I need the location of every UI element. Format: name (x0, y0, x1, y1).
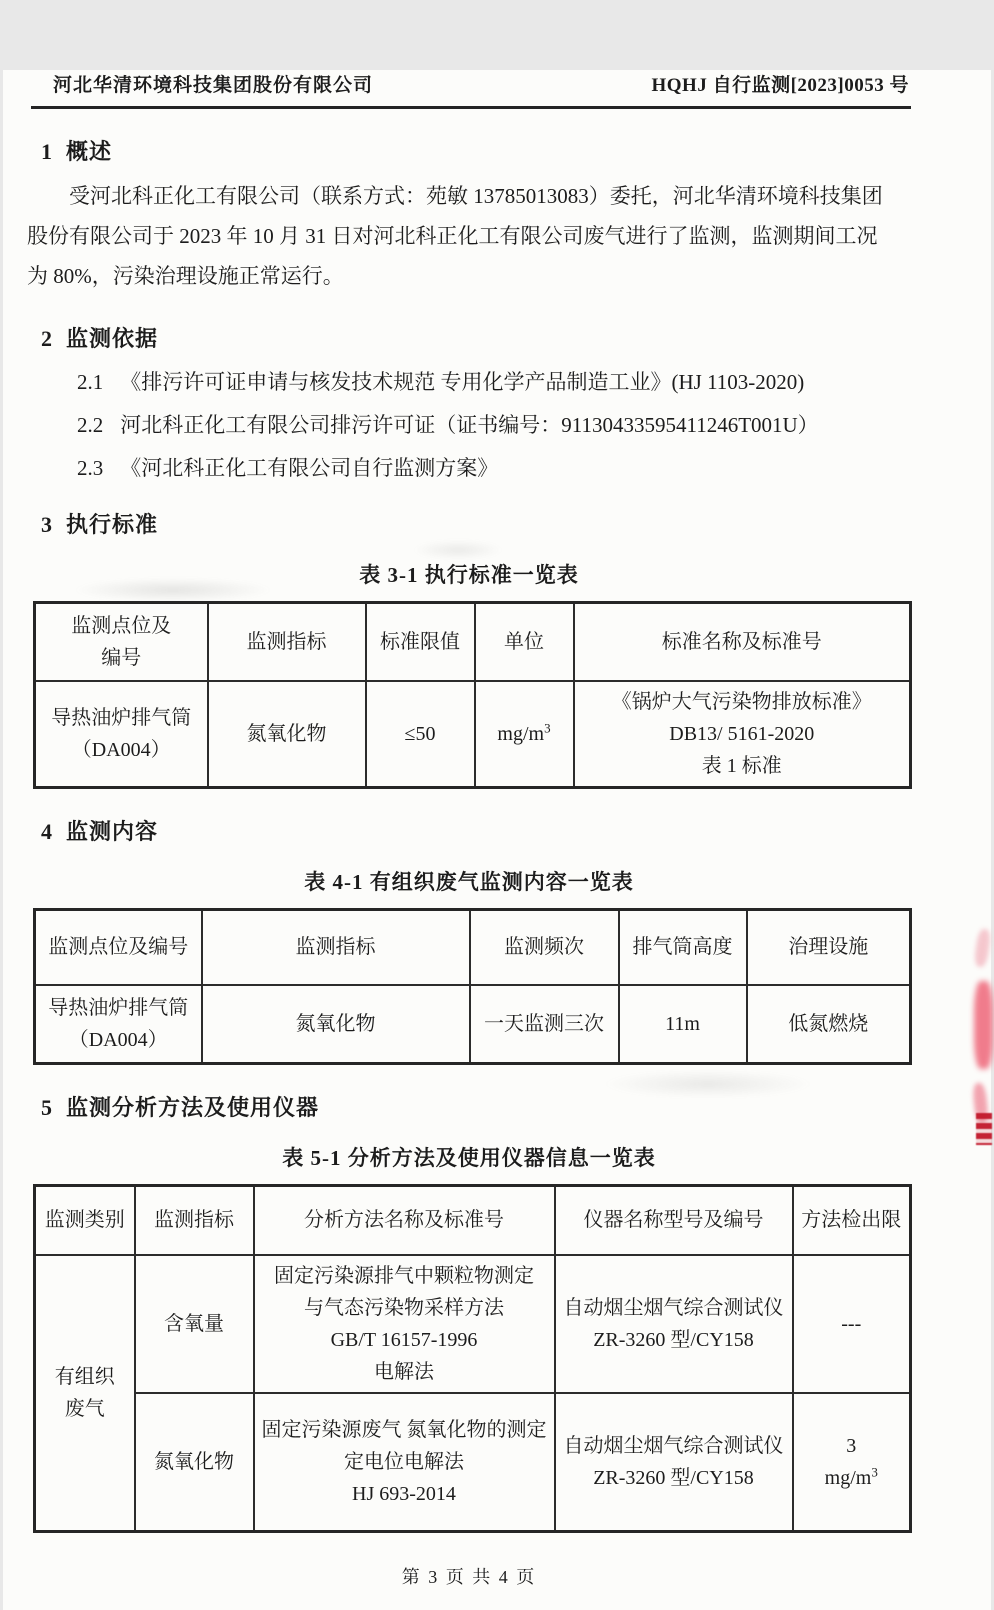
cell-limit: ≤50 (366, 681, 475, 788)
section-3-title: 执行标准 (66, 512, 159, 537)
header-cell-indicator: 监测指标 (135, 1185, 254, 1255)
header-cell-frequency: 监测频次 (470, 909, 619, 985)
section-5-title: 监测分析方法及使用仪器 (66, 1094, 320, 1120)
cell-indicator: 含氧量 (135, 1255, 254, 1393)
section-2-title: 监测依据 (66, 326, 159, 351)
section-5-number: 5 (41, 1094, 53, 1120)
cell-standard: 《锅炉大气污染物排放标准》 DB13/ 5161-2020 表 1 标准 (574, 681, 911, 788)
section-4-heading (41, 815, 911, 846)
overview-line: 为 80%，污染治理设施正常运行。 (27, 264, 344, 288)
header-cell-point: 监测点位及 编号 (35, 603, 208, 681)
cell-point: 导热油炉排气筒 （DA004） (35, 681, 208, 788)
header-cell-limit: 标准限值 (366, 603, 475, 681)
cell-detection-limit: --- (793, 1255, 911, 1393)
basis-item-text: 河北科正化工有限公司排污许可证（证书编号：91130433595411246T001U） (120, 413, 819, 437)
cell-method: 固定污染源废气 氮氧化物的测定 定电位电解法 HJ 693-2014 (254, 1393, 555, 1531)
basis-item-number: 2.3 (77, 456, 104, 480)
basis-item-2-2 (77, 411, 911, 439)
cell-instrument: 自动烟尘烟气综合测试仪 ZR-3260 型/CY158 (555, 1393, 793, 1531)
header-cell-standard: 标准名称及标准号 (574, 603, 911, 681)
table-3-1-title: 表 3-1 执行标准一览表 (359, 563, 579, 587)
section-3-number: 3 (41, 512, 53, 537)
overview-paragraph (27, 176, 911, 296)
basis-item-2-1 (77, 368, 911, 396)
header-cell-detection-limit: 方法检出限 (793, 1185, 911, 1255)
cell-category: 有组织 废气 (35, 1255, 135, 1531)
seal-mark (976, 1113, 992, 1145)
cell-detection-limit: 3 $mg/m^3$ (793, 1393, 911, 1531)
document-header (31, 70, 911, 109)
page-number-footer: 第 3 页 共 4 页 (401, 1566, 537, 1587)
table-5-1-row-oxygen (35, 1255, 911, 1393)
basis-item-2-3 (77, 454, 911, 482)
basis-item-text: 《排污许可证申请与核发技术规范 专用化学产品制造工业》(HJ 1103-2020) (120, 370, 805, 394)
seal-mark (974, 981, 993, 1069)
cell-indicator: 氮氧化物 (208, 681, 366, 788)
table-4-1-header-row (35, 909, 911, 985)
table-5-1 (33, 1184, 912, 1533)
section-1-title: 概述 (66, 139, 113, 164)
header-doc-number: HQHJ 自行监测[2023]0053 号 (651, 75, 909, 96)
header-cell-unit: 单位 (475, 603, 574, 681)
table-5-1-title: 表 5-1 分析方法及使用仪器信息一览表 (282, 1145, 656, 1170)
document-page (3, 70, 991, 1610)
header-cell-treatment: 治理设施 (747, 909, 911, 985)
basis-item-number: 2.1 (77, 370, 104, 394)
section-1-number: 1 (41, 139, 53, 164)
header-cell-indicator: 监测指标 (208, 603, 366, 681)
section-4-title: 监测内容 (66, 818, 159, 844)
basis-item-text: 《河北科正化工有限公司自行监测方案》 (120, 456, 499, 480)
seal-mark (973, 928, 991, 967)
cell-point: 导热油炉排气筒 （DA004） (35, 985, 202, 1063)
header-company-name: 河北华清环境科技集团股份有限公司 (53, 75, 374, 96)
cell-method: 固定污染源排气中颗粒物测定 与气态污染物采样方法 GB/T 16157-1996 电解法 (254, 1255, 555, 1393)
table-4-1-data-row (35, 985, 911, 1063)
overview-line: 受河北科正化工有限公司（联系方式：苑敏 13785013083）委托，河北华清环境科技集团 (69, 184, 883, 208)
cell-instrument: 自动烟尘烟气综合测试仪 ZR-3260 型/CY158 (555, 1255, 793, 1393)
table-5-1-header-row (35, 1185, 911, 1255)
red-seal-fragment (961, 915, 994, 1150)
section-4-number: 4 (41, 818, 53, 844)
basis-item-number: 2.2 (77, 413, 104, 437)
cell-unit: $mg/m^3$ (475, 681, 574, 788)
header-cell-indicator: 监测指标 (202, 909, 470, 985)
table-3-1-header-row (35, 603, 911, 681)
table-4-1-title: 表 4-1 有组织废气监测内容一览表 (304, 869, 634, 894)
header-cell-instrument: 仪器名称型号及编号 (555, 1185, 793, 1255)
header-cell-category: 监测类别 (35, 1185, 135, 1255)
table-5-1-row-nox (35, 1393, 911, 1531)
section-3-heading (41, 508, 911, 539)
header-cell-stack-height: 排气筒高度 (619, 909, 747, 985)
section-2-number: 2 (41, 326, 53, 351)
cell-indicator: 氮氧化物 (202, 985, 470, 1063)
table-4-1 (33, 908, 912, 1065)
cell-indicator: 氮氧化物 (135, 1393, 254, 1531)
section-2-heading (41, 322, 911, 353)
section-1-heading (41, 135, 911, 166)
header-cell-point: 监测点位及编号 (35, 909, 202, 985)
header-cell-method: 分析方法名称及标准号 (254, 1185, 555, 1255)
cell-frequency: 一天监测三次 (470, 985, 619, 1063)
cell-stack-height: 11m (619, 985, 747, 1063)
table-3-1-data-row (35, 681, 911, 788)
table-3-1 (33, 601, 912, 789)
document-body (27, 135, 911, 1589)
cell-treatment: 低氮燃烧 (747, 985, 911, 1063)
overview-line: 股份有限公司于 2023 年 10 月 31 日对河北科正化工有限公司废气进行了监测，监测期间工况 (27, 224, 878, 248)
section-5-heading (41, 1091, 911, 1122)
